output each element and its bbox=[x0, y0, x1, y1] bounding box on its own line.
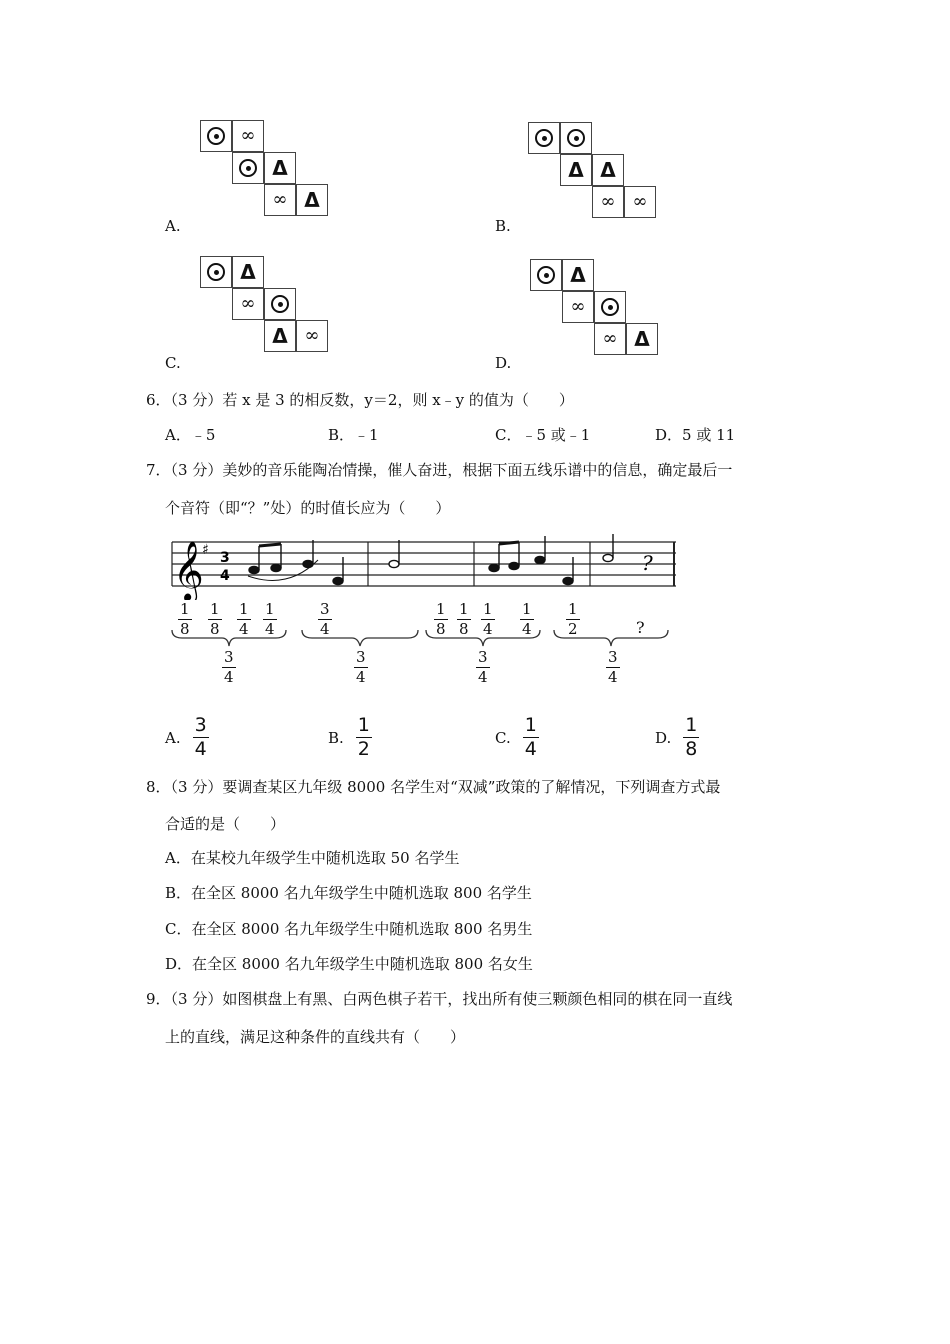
fraction: $\frac{1}{2}$ bbox=[568, 600, 578, 638]
q8-option-b[interactable]: B．在全区 8000 名九年级学生中随机选取 800 名学生 bbox=[165, 884, 532, 902]
fraction: $\frac{1}{4}$ bbox=[483, 600, 493, 638]
net-cell bbox=[528, 122, 560, 154]
option-label: C. bbox=[165, 354, 181, 372]
triangle-icon: Δ bbox=[272, 324, 288, 348]
net-cell bbox=[530, 259, 562, 291]
measure-1-total bbox=[222, 650, 236, 685]
net-cell bbox=[560, 154, 592, 186]
net-cell bbox=[200, 120, 232, 152]
net-cell bbox=[592, 186, 624, 218]
net-cell bbox=[232, 152, 264, 184]
q7-stem-line1: 7．（3 分）美妙的音乐能陶冶情操，催人奋进，根据下面五线乐谱中的信息，确定最后一 bbox=[146, 461, 733, 479]
option-label: A. bbox=[165, 728, 181, 747]
circle-dot-icon bbox=[601, 298, 619, 316]
fraction: $\frac{3}{4}$ bbox=[194, 714, 207, 760]
treble-clef-icon: 𝄞 bbox=[173, 541, 204, 600]
measure-4-total bbox=[606, 650, 620, 685]
infinity-icon: ∞ bbox=[240, 125, 256, 146]
option-label: A. bbox=[165, 217, 181, 235]
q9-stem-line2: 上的直线，满足这种条件的直线共有（ ） bbox=[165, 1028, 466, 1046]
infinity-icon: ∞ bbox=[304, 325, 320, 346]
circle-dot-icon bbox=[567, 129, 585, 147]
option-label: D. bbox=[655, 728, 672, 747]
triangle-icon: Δ bbox=[570, 263, 586, 287]
fraction: $\frac{1}{2}$ bbox=[357, 714, 370, 760]
measure-3-notes bbox=[489, 536, 573, 585]
net-cell bbox=[200, 256, 232, 288]
measure-2-total bbox=[354, 650, 368, 685]
net-cell bbox=[592, 154, 624, 186]
fraction: $\frac{1}{4}$ bbox=[265, 600, 275, 638]
infinity-icon: ∞ bbox=[600, 191, 616, 212]
fraction: $\frac{3}{4}$ bbox=[320, 600, 330, 638]
q8-option-a[interactable]: A．在某校九年级学生中随机选取 50 名学生 bbox=[165, 849, 460, 867]
infinity-icon: ∞ bbox=[632, 191, 648, 212]
option-label: C. bbox=[495, 728, 511, 747]
net-cell bbox=[296, 184, 328, 216]
infinity-icon: ∞ bbox=[240, 293, 256, 314]
q7-option-d[interactable] bbox=[655, 716, 699, 759]
q8-stem-line1: 8．（3 分）要调查某区九年级 8000 名学生对“双减”政策的了解情况，下列调查方式最 bbox=[146, 778, 721, 796]
circle-dot-icon bbox=[239, 159, 257, 177]
circle-dot-icon bbox=[207, 263, 225, 281]
measure-4-notes bbox=[603, 534, 613, 562]
net-cell bbox=[232, 288, 264, 320]
q7-option-a[interactable] bbox=[165, 716, 209, 759]
net-cell bbox=[264, 152, 296, 184]
measure-3-total bbox=[476, 650, 490, 685]
q9-stem-line1: 9．（3 分）如图棋盘上有黑、白两色棋子若干，找出所有使三颗颜色相同的棋在同一直线 bbox=[146, 990, 733, 1008]
infinity-icon: ∞ bbox=[272, 189, 288, 210]
net-cell bbox=[624, 186, 656, 218]
net-cell bbox=[296, 320, 328, 352]
triangle-icon: Δ bbox=[304, 188, 320, 212]
triangle-icon: Δ bbox=[634, 327, 650, 351]
net-cell bbox=[232, 120, 264, 152]
fraction: $\frac{1}{4}$ bbox=[239, 600, 249, 638]
q6-option-a[interactable]: A．﹣5 bbox=[165, 426, 216, 444]
net-cell bbox=[594, 323, 626, 355]
unknown-note: ? bbox=[642, 551, 653, 575]
fraction: $\frac{3}{4}$ bbox=[224, 648, 234, 686]
circle-dot-icon bbox=[271, 295, 289, 313]
triangle-icon: Δ bbox=[600, 158, 616, 182]
unknown-duration: ? bbox=[636, 618, 645, 637]
triangle-icon: Δ bbox=[240, 260, 256, 284]
net-cell bbox=[594, 291, 626, 323]
q6-stem: 6．（3 分）若 x 是 3 的相反数，y＝2，则 x﹣y 的值为（ ） bbox=[146, 391, 574, 409]
option-label: B. bbox=[495, 217, 511, 235]
q8-option-d[interactable]: D．在全区 8000 名九年级学生中随机选取 800 名女生 bbox=[165, 955, 533, 973]
net-cell bbox=[562, 291, 594, 323]
net-cell bbox=[626, 323, 658, 355]
q6-option-d[interactable]: D．5 或 11 bbox=[655, 426, 736, 444]
measure-2-notes bbox=[389, 540, 399, 568]
q7-option-b[interactable] bbox=[328, 716, 372, 759]
q7-option-c[interactable] bbox=[495, 716, 539, 759]
infinity-icon: ∞ bbox=[602, 328, 618, 349]
time-signature-bottom: 4 bbox=[220, 568, 230, 584]
net-cell bbox=[562, 259, 594, 291]
net-cell bbox=[232, 256, 264, 288]
net-cell bbox=[264, 184, 296, 216]
braces bbox=[168, 628, 688, 648]
circle-dot-icon bbox=[535, 129, 553, 147]
net-cell bbox=[264, 288, 296, 320]
circle-dot-icon bbox=[537, 266, 555, 284]
time-signature-top: 3 bbox=[220, 550, 230, 566]
fraction: $\frac{1}{8}$ bbox=[210, 600, 220, 638]
triangle-icon: Δ bbox=[272, 156, 288, 180]
fraction: $\frac{1}{4}$ bbox=[524, 714, 537, 760]
option-label: B. bbox=[328, 728, 344, 747]
q8-stem-line2: 合适的是（ ） bbox=[165, 815, 286, 833]
fraction: $\frac{1}{8}$ bbox=[180, 600, 190, 638]
fraction: $\frac{3}{4}$ bbox=[478, 648, 488, 686]
fraction: $\frac{3}{4}$ bbox=[608, 648, 618, 686]
q6-option-b[interactable]: B．﹣1 bbox=[328, 426, 379, 444]
fraction: $\frac{1}{8}$ bbox=[685, 714, 698, 760]
fraction: $\frac{1}{4}$ bbox=[522, 600, 532, 638]
net-cell bbox=[264, 320, 296, 352]
circle-dot-icon bbox=[207, 127, 225, 145]
q7-stem-line2: 个音符（即“？”处）的时值长应为（ ） bbox=[165, 499, 451, 517]
sharp-icon: ♯ bbox=[202, 542, 209, 558]
option-label: D. bbox=[495, 354, 512, 372]
fraction: $\frac{1}{8}$ bbox=[459, 600, 469, 638]
q6-option-c[interactable]: C．﹣5 或﹣1 bbox=[495, 426, 591, 444]
measure-1-notes bbox=[248, 540, 343, 585]
fraction: $\frac{1}{8}$ bbox=[436, 600, 446, 638]
net-cell bbox=[560, 122, 592, 154]
music-staff bbox=[168, 530, 688, 600]
infinity-icon: ∞ bbox=[570, 296, 586, 317]
q8-option-c[interactable]: C．在全区 8000 名九年级学生中随机选取 800 名男生 bbox=[165, 920, 533, 938]
triangle-icon: Δ bbox=[568, 158, 584, 182]
fraction: $\frac{3}{4}$ bbox=[356, 648, 366, 686]
